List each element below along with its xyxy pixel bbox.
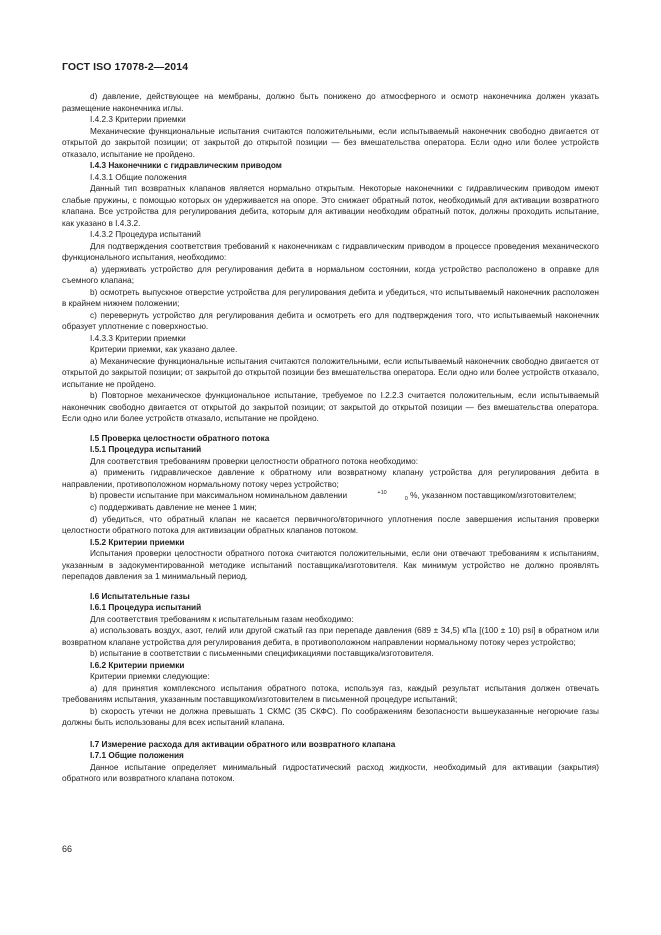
list-item-b: b) Повторное механическое функциональное испытание, требуемое по I.2.2.3 считается положительным, если испытываемый наконечник свободно двигается от открытой до закрытой позиции; от закрытой до открытой позиции — без вмешательства оператора. Если одно или более устройств отказало, испытание не пройдено.	[62, 391, 599, 423]
list-item-d: d) убедиться, что обратный клапан не касается первичного/вторичного уплотнения после завершения испытания проверки целостности обратного потока для активизации обратных клапанов потоком.	[62, 514, 599, 535]
paragraph: Данный тип возвратных клапанов является нормально открытым. Некоторые наконечники с гидравлическим приводом имеют слабые пружины, с помощью которых он удерживается на опоре. Это снижает обратный поток, необходимый для активации возвратного клапана. Все устройства для регулирования дебита, которым для активации необходим обратный поток, должны проходить испытание, как указано в I.4.3.2.	[62, 184, 599, 228]
paragraph-item-d: d) давление, действующее на мембраны, должно быть понижено до атмосферного и осмотр наконечника должен указать размещение наконечника иглы.	[62, 92, 599, 113]
paragraph: Для соответствия требованиям к испытательным газам необходимо:	[90, 614, 354, 624]
paragraph: Критерии приемки, как указано далее.	[90, 345, 238, 354]
paragraph: Для подтверждения соответствия требований к наконечникам с гидравлическим приводом в процессе проведения механического функционального испытания, необходимо:	[62, 241, 599, 262]
list-item-a: a) применить гидравлическое давление к обратному или возвратному клапану устройства для регулирования дебита в направлении, противоположном нормальному потоку через устройство;	[62, 468, 599, 489]
section-heading-i5: I.5 Проверка целостности обратного потока	[90, 433, 270, 443]
document-body	[62, 91, 599, 785]
section-heading-i433: I.4.3.3 Критерии приемки	[90, 333, 186, 343]
list-item-c: c) перевернуть устройство для регулирования дебита и осмотреть его для подтверждения того, что испытываемый наконечник образует уплотнение с поверхностью.	[62, 310, 599, 331]
tolerance-superscript: +10	[377, 490, 387, 496]
section-heading-i62: I.6.2 Критерии приемки	[90, 660, 185, 670]
list-item-b	[62, 490, 599, 502]
section-heading-i71: I.7.1 Общие положения	[90, 751, 184, 760]
section-heading-i423: I.4.2.3 Критерии приемки	[90, 115, 186, 124]
section-heading-i431: I.4.3.1 Общие положения	[90, 172, 187, 182]
page-header-title: ГОСТ ISO 17078-2—2014	[62, 61, 189, 73]
list-item-a: a) Механические функциональные испытания считаются положительными, если испытываемый наконечник свободно двигается от открытой до закрытой позиции; от закрытой до открытой позиции без вмешательства оператора. Если одно или более устройств отказало, испытание не пройдено.	[62, 356, 599, 389]
section-heading-i51: I.5.1 Процедура испытаний	[90, 445, 202, 454]
paragraph: Механические функциональные испытания считаются положительными, если испытываемый наконечник свободно двигается от открытой до закрытой позиции; от закрытой до открытой позиции — без вмешательства оператора. Если одно или более устройств отказало, испытание не пройдено.	[62, 126, 599, 159]
list-item-b: b) скорость утечки не должна превышать 1 СКМС (35 СКФС). По соображениям безопасности вышеуказанные негорючие газы должны быть использованы для всех испытаний клапана.	[62, 706, 599, 727]
list-item-b-text: b) провести испытание при максимальном номинальном давлении	[90, 491, 348, 500]
list-item-a: a) использовать воздух, азот, гелий или другой сжатый газ при перепаде давления (689 ± 34,5) кПа [(100 ± 10) psi] в обратном или возвратном клапане устройства для регулирования дебита, в противоположном направлении нормальному потоку через устройство;	[62, 626, 599, 647]
section-heading-i61: I.6.1 Процедура испытаний	[90, 603, 202, 612]
list-item-b: b) осмотреть выпускное отверстие устройства для регулирования дебита и убедиться, что испытываемый наконечник расположен в крайнем нижнем положении;	[62, 287, 599, 308]
section-heading-i7: I.7 Измерение расхода для активации обратного или возвратного клапана	[90, 739, 396, 749]
tolerance-subscript: 0	[404, 496, 408, 502]
paragraph: Данное испытание определяет минимальный гидростатический расход жидкости, необходимый для активации (закрытия) обратного или возвратного клапана потоком.	[62, 762, 599, 783]
page-number: 66	[62, 844, 73, 854]
section-heading-i6: I.6 Испытательные газы	[90, 591, 190, 601]
paragraph: Критерии приемки следующие:	[90, 672, 210, 681]
list-item-b: b) испытание в соответствии с письменными спецификациями поставщика/изготовителя.	[90, 649, 434, 658]
list-item-c: c) поддерживать давление не менее 1 мин;	[90, 503, 257, 512]
section-heading-i43: I.4.3 Наконечники с гидравлическим приводом	[90, 161, 282, 170]
list-item-a: a) удерживать устройство для регулирования дебита в нормальном состоянии, когда устройство расположено в оправке для съемного клапана;	[62, 264, 599, 285]
paragraph: Испытания проверки целостности обратного потока считаются положительными, если они отвечают требованиям к испытаниям, указанным в задокументированной методике испытаний поставщика/изготовителя. Как минимум устройство не должно проявлять перепадов давления за 1 минимальный период.	[62, 549, 599, 581]
section-heading-i432: I.4.3.2 Процедура испытаний	[90, 230, 201, 239]
list-item-a: a) для принятия комплексного испытания обратного потока, используя газ, каждый результат испытания должен отвечать требованиям испытания, указанным поставщиком/изготовителем в письменной процедуре испытаний;	[62, 683, 599, 704]
paragraph: Для соответствия требованиям проверки целостности обратного потока необходимо:	[90, 456, 419, 466]
list-item-b-text-end: %, указанном поставщиком/изготовителем;	[410, 491, 577, 500]
section-heading-i52: I.5.2 Критерии приемки	[90, 537, 185, 547]
